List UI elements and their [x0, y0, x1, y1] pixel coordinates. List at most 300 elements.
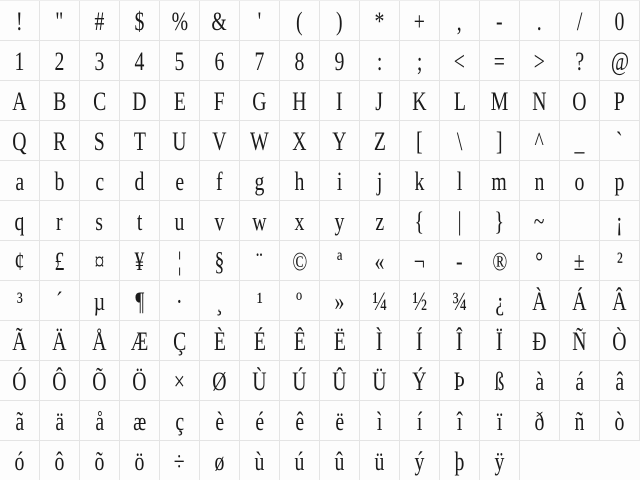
- glyph-cell[interactable]: [80, 281, 120, 321]
- glyph-cell[interactable]: [120, 241, 160, 281]
- glyph-cell[interactable]: [0, 161, 40, 201]
- glyph-cell[interactable]: [320, 81, 360, 121]
- glyph: 9: [334, 46, 345, 76]
- glyph-cell[interactable]: [160, 161, 200, 201]
- glyph-cell[interactable]: [520, 81, 560, 121]
- glyph-cell[interactable]: [240, 1, 280, 41]
- glyph: H: [292, 86, 307, 116]
- glyph-cell[interactable]: [200, 161, 240, 201]
- glyph-cell[interactable]: [360, 81, 400, 121]
- glyph-cell[interactable]: [120, 81, 160, 121]
- glyph: D: [132, 86, 147, 116]
- glyph-cell[interactable]: [200, 241, 240, 281]
- glyph-cell[interactable]: [0, 241, 40, 281]
- glyph-cell[interactable]: [40, 161, 80, 201]
- glyph: Ö: [132, 366, 147, 396]
- glyph-cell[interactable]: [160, 441, 200, 480]
- glyph-cell[interactable]: [600, 321, 640, 361]
- glyph: f: [216, 166, 223, 196]
- glyph-cell[interactable]: [560, 321, 600, 361]
- glyph: s: [95, 206, 104, 236]
- glyph-cell[interactable]: [40, 401, 80, 441]
- glyph-cell[interactable]: [80, 441, 120, 480]
- glyph-cell[interactable]: [80, 201, 120, 241]
- glyph-cell[interactable]: [560, 121, 600, 161]
- glyph-cell[interactable]: [360, 241, 400, 281]
- glyph-cell[interactable]: [280, 161, 320, 201]
- glyph: ¢: [14, 246, 25, 276]
- glyph: ¤: [94, 246, 105, 276]
- glyph: ²: [616, 246, 623, 276]
- glyph: A: [12, 86, 27, 116]
- glyph: d: [134, 166, 145, 196]
- glyph: Î: [456, 326, 463, 356]
- glyph-cell[interactable]: [360, 401, 400, 441]
- glyph: î: [456, 406, 463, 436]
- glyph: @: [610, 46, 629, 76]
- glyph-cell[interactable]: [480, 441, 520, 480]
- glyph: Ë: [333, 326, 346, 356]
- glyph-cell[interactable]: [600, 1, 640, 41]
- glyph-cell[interactable]: [480, 281, 520, 321]
- glyph: t: [136, 206, 143, 236]
- glyph-cell[interactable]: [40, 201, 80, 241]
- glyph: Å: [92, 326, 107, 356]
- glyph-cell[interactable]: [280, 41, 320, 81]
- glyph-cell[interactable]: [120, 41, 160, 81]
- glyph-cell[interactable]: [200, 401, 240, 441]
- glyph: ß: [494, 366, 505, 396]
- glyph: Á: [572, 286, 587, 316]
- glyph-cell[interactable]: [600, 121, 640, 161]
- glyph-cell[interactable]: [480, 81, 520, 121]
- glyph: ã: [15, 406, 24, 436]
- glyph: 0: [614, 6, 625, 36]
- glyph-cell[interactable]: [120, 1, 160, 41]
- glyph: °: [535, 246, 544, 276]
- glyph: ¨: [256, 246, 263, 276]
- glyph-cell[interactable]: [0, 441, 40, 480]
- glyph: á: [575, 366, 584, 396]
- glyph-cell[interactable]: [200, 361, 240, 401]
- glyph: Ú: [292, 366, 307, 396]
- glyph-cell[interactable]: [400, 401, 440, 441]
- glyph-cell[interactable]: [120, 121, 160, 161]
- glyph: a: [15, 166, 24, 196]
- glyph-cell[interactable]: [440, 441, 480, 480]
- glyph: Ï: [496, 326, 503, 356]
- glyph-cell[interactable]: [120, 161, 160, 201]
- glyph: V: [212, 126, 227, 156]
- glyph-cell[interactable]: [400, 201, 440, 241]
- glyph: º: [296, 286, 303, 316]
- glyph-cell[interactable]: [280, 361, 320, 401]
- glyph: #: [94, 6, 105, 36]
- glyph: ³: [16, 286, 23, 316]
- glyph-cell[interactable]: [240, 361, 280, 401]
- glyph-cell[interactable]: [600, 401, 640, 441]
- glyph-cell[interactable]: [160, 361, 200, 401]
- glyph-cell[interactable]: [280, 81, 320, 121]
- glyph-cell[interactable]: [560, 401, 600, 441]
- glyph: 4: [134, 46, 145, 76]
- glyph: Ó: [12, 366, 27, 396]
- glyph-cell[interactable]: [80, 361, 120, 401]
- glyph-cell[interactable]: [240, 201, 280, 241]
- glyph-cell[interactable]: [240, 161, 280, 201]
- glyph-cell[interactable]: [400, 321, 440, 361]
- glyph-cell[interactable]: [440, 321, 480, 361]
- glyph-cell[interactable]: [440, 121, 480, 161]
- glyph-cell[interactable]: [240, 41, 280, 81]
- glyph-cell[interactable]: [0, 281, 40, 321]
- glyph-cell[interactable]: [240, 321, 280, 361]
- glyph: ¥: [134, 246, 145, 276]
- glyph-cell[interactable]: [320, 201, 360, 241]
- glyph-cell[interactable]: [80, 41, 120, 81]
- glyph: g: [254, 166, 265, 196]
- glyph: 3: [94, 46, 105, 76]
- glyph-cell[interactable]: [360, 1, 400, 41]
- glyph: Y: [332, 126, 347, 156]
- glyph: û: [334, 446, 345, 476]
- glyph: ¿: [495, 286, 504, 316]
- glyph: Ô: [52, 366, 67, 396]
- glyph: I: [336, 86, 343, 116]
- glyph: ¾: [452, 286, 467, 316]
- glyph-cell[interactable]: [0, 321, 40, 361]
- glyph-cell[interactable]: [160, 81, 200, 121]
- glyph-cell[interactable]: [120, 321, 160, 361]
- glyph-cell[interactable]: [520, 241, 560, 281]
- glyph-cell[interactable]: [560, 41, 600, 81]
- glyph: ë: [335, 406, 344, 436]
- glyph-cell[interactable]: [520, 121, 560, 161]
- glyph: ê: [295, 406, 304, 436]
- glyph: Q: [12, 126, 27, 156]
- glyph-cell[interactable]: [600, 81, 640, 121]
- glyph: ù: [254, 446, 265, 476]
- glyph-cell[interactable]: [520, 321, 560, 361]
- glyph: ä: [55, 406, 64, 436]
- glyph: w: [252, 206, 267, 236]
- glyph-cell[interactable]: [0, 1, 40, 41]
- glyph-cell[interactable]: [520, 41, 560, 81]
- glyph: ·: [176, 286, 183, 316]
- glyph: q: [14, 206, 25, 236]
- glyph-cell[interactable]: [80, 321, 120, 361]
- glyph: æ: [132, 406, 147, 436]
- glyph: r: [56, 206, 63, 236]
- glyph-cell[interactable]: [360, 161, 400, 201]
- glyph-cell[interactable]: [320, 41, 360, 81]
- glyph: ;: [416, 46, 423, 76]
- glyph-cell[interactable]: [200, 41, 240, 81]
- glyph: Ù: [252, 366, 267, 396]
- glyph-cell-blank[interactable]: [560, 201, 600, 241]
- glyph-cell[interactable]: [480, 241, 520, 281]
- glyph: À: [532, 286, 547, 316]
- glyph-cell[interactable]: [480, 161, 520, 201]
- glyph-cell[interactable]: [600, 41, 640, 81]
- glyph-cell[interactable]: [280, 1, 320, 41]
- glyph: E: [173, 86, 186, 116]
- glyph-cell[interactable]: [360, 201, 400, 241]
- glyph-cell[interactable]: [320, 1, 360, 41]
- glyph-cell[interactable]: [200, 201, 240, 241]
- glyph-cell[interactable]: [40, 241, 80, 281]
- glyph-cell[interactable]: [80, 401, 120, 441]
- glyph-cell[interactable]: [280, 281, 320, 321]
- glyph-cell[interactable]: [160, 201, 200, 241]
- glyph: ï: [496, 406, 503, 436]
- glyph-cell[interactable]: [160, 121, 200, 161]
- glyph-cell[interactable]: [520, 401, 560, 441]
- glyph-cell[interactable]: [200, 121, 240, 161]
- glyph-cell[interactable]: [560, 241, 600, 281]
- glyph-cell[interactable]: [560, 81, 600, 121]
- glyph-cell[interactable]: [600, 161, 640, 201]
- glyph-cell[interactable]: [600, 281, 640, 321]
- glyph-cell[interactable]: [400, 361, 440, 401]
- glyph-cell[interactable]: [560, 1, 600, 41]
- glyph: ¶: [135, 286, 144, 316]
- glyph-cell[interactable]: [0, 361, 40, 401]
- glyph-cell[interactable]: [280, 241, 320, 281]
- glyph: ¹: [256, 286, 263, 316]
- glyph: +: [413, 6, 426, 36]
- glyph: x: [294, 206, 305, 236]
- glyph-cell[interactable]: [480, 121, 520, 161]
- glyph-cell[interactable]: [560, 361, 600, 401]
- glyph-cell[interactable]: [320, 441, 360, 480]
- glyph: [: [416, 126, 423, 156]
- glyph: ^: [534, 126, 545, 156]
- glyph-cell[interactable]: [400, 81, 440, 121]
- glyph-cell[interactable]: [320, 321, 360, 361]
- glyph-cell[interactable]: [40, 321, 80, 361]
- glyph: ª: [336, 246, 343, 276]
- glyph: §: [214, 246, 225, 276]
- glyph-cell[interactable]: [0, 81, 40, 121]
- glyph-cell[interactable]: [280, 441, 320, 480]
- glyph-cell[interactable]: [480, 41, 520, 81]
- glyph-cell[interactable]: [280, 201, 320, 241]
- glyph: Õ: [92, 366, 107, 396]
- glyph: ]: [496, 126, 503, 156]
- glyph-cell[interactable]: [0, 201, 40, 241]
- glyph: ý: [414, 446, 425, 476]
- glyph-cell[interactable]: [400, 41, 440, 81]
- glyph-cell[interactable]: [240, 121, 280, 161]
- glyph-cell[interactable]: [40, 121, 80, 161]
- glyph-cell[interactable]: [40, 361, 80, 401]
- glyph: ¦: [177, 246, 182, 276]
- glyph-cell[interactable]: [440, 161, 480, 201]
- glyph-cell[interactable]: [400, 1, 440, 41]
- glyph-cell[interactable]: [600, 201, 640, 241]
- glyph: S: [94, 126, 105, 156]
- glyph: =: [493, 46, 506, 76]
- glyph-cell[interactable]: [360, 441, 400, 480]
- glyph-cell[interactable]: [480, 1, 520, 41]
- glyph-cell[interactable]: [400, 121, 440, 161]
- glyph-cell[interactable]: [440, 201, 480, 241]
- glyph: j: [376, 166, 383, 196]
- glyph-cell[interactable]: [520, 1, 560, 41]
- glyph-cell[interactable]: [440, 281, 480, 321]
- glyph: è: [215, 406, 224, 436]
- glyph: â: [615, 366, 624, 396]
- glyph-cell[interactable]: [80, 1, 120, 41]
- glyph-cell[interactable]: [120, 441, 160, 480]
- glyph-cell[interactable]: [520, 361, 560, 401]
- glyph-cell[interactable]: [0, 401, 40, 441]
- glyph: l: [456, 166, 463, 196]
- glyph-cell[interactable]: [320, 281, 360, 321]
- glyph-cell[interactable]: [200, 281, 240, 321]
- glyph-cell[interactable]: [560, 161, 600, 201]
- glyph: Â: [612, 286, 627, 316]
- glyph: ¸: [216, 286, 223, 316]
- glyph-cell[interactable]: [40, 41, 80, 81]
- glyph: ø: [214, 446, 225, 476]
- glyph: 7: [254, 46, 265, 76]
- glyph: _: [574, 126, 585, 156]
- glyph: Æ: [130, 326, 149, 356]
- glyph-cell[interactable]: [80, 161, 120, 201]
- glyph: 1: [14, 46, 25, 76]
- glyph-cell[interactable]: [200, 321, 240, 361]
- glyph-cell[interactable]: [440, 1, 480, 41]
- glyph-cell[interactable]: [0, 41, 40, 81]
- glyph: L: [453, 86, 466, 116]
- glyph-cell[interactable]: [240, 281, 280, 321]
- glyph-cell[interactable]: [280, 401, 320, 441]
- glyph-cell[interactable]: [240, 81, 280, 121]
- glyph-cell[interactable]: [360, 321, 400, 361]
- glyph-cell[interactable]: [480, 201, 520, 241]
- glyph: Ø: [212, 366, 227, 396]
- glyph-cell[interactable]: [360, 121, 400, 161]
- glyph: Þ: [454, 366, 465, 396]
- glyph-cell[interactable]: [400, 281, 440, 321]
- glyph: B: [52, 86, 67, 116]
- glyph-cell[interactable]: [280, 121, 320, 161]
- glyph: »: [334, 286, 345, 316]
- glyph: ú: [294, 446, 305, 476]
- glyph-cell[interactable]: [320, 401, 360, 441]
- glyph: È: [213, 326, 226, 356]
- glyph-cell[interactable]: [520, 281, 560, 321]
- glyph-cell[interactable]: [400, 161, 440, 201]
- glyph: W: [250, 126, 269, 156]
- glyph: Ý: [412, 366, 427, 396]
- glyph-cell[interactable]: [160, 241, 200, 281]
- glyph: .: [537, 6, 542, 36]
- glyph-cell[interactable]: [320, 161, 360, 201]
- glyph-cell[interactable]: [120, 201, 160, 241]
- glyph: þ: [454, 446, 465, 476]
- glyph: <: [453, 46, 466, 76]
- glyph-cell[interactable]: [120, 401, 160, 441]
- glyph-cell[interactable]: [600, 361, 640, 401]
- glyph: ®: [491, 246, 508, 276]
- glyph-cell[interactable]: [40, 281, 80, 321]
- glyph-cell[interactable]: [240, 241, 280, 281]
- glyph-cell[interactable]: [320, 241, 360, 281]
- glyph-cell[interactable]: [280, 321, 320, 361]
- glyph: Ì: [376, 326, 383, 356]
- glyph: ¬: [413, 246, 426, 276]
- glyph-cell[interactable]: [40, 1, 80, 41]
- glyph-cell[interactable]: [160, 1, 200, 41]
- glyph-cell[interactable]: [160, 41, 200, 81]
- glyph-cell[interactable]: [400, 241, 440, 281]
- glyph: Ä: [52, 326, 67, 356]
- glyph-cell[interactable]: [480, 321, 520, 361]
- glyph: É: [253, 326, 266, 356]
- glyph-cell[interactable]: [440, 401, 480, 441]
- glyph: Í: [416, 326, 423, 356]
- glyph: T: [133, 126, 146, 156]
- glyph-cell[interactable]: [440, 241, 480, 281]
- glyph-cell[interactable]: [240, 441, 280, 480]
- glyph: ,: [457, 6, 462, 36]
- glyph: 5: [174, 46, 185, 76]
- glyph-cell[interactable]: [440, 361, 480, 401]
- glyph-cell[interactable]: [440, 81, 480, 121]
- glyph-cell[interactable]: [400, 441, 440, 480]
- glyph-cell[interactable]: [200, 1, 240, 41]
- glyph-cell[interactable]: [480, 361, 520, 401]
- glyph: ´: [56, 286, 63, 316]
- glyph-cell[interactable]: [320, 361, 360, 401]
- glyph-cell[interactable]: [360, 361, 400, 401]
- glyph-cell[interactable]: [600, 241, 640, 281]
- glyph: ¡: [616, 206, 623, 236]
- glyph: h: [294, 166, 305, 196]
- glyph-cell[interactable]: [360, 281, 400, 321]
- glyph-cell[interactable]: [40, 441, 80, 480]
- glyph-cell[interactable]: [360, 41, 400, 81]
- glyph: Ò: [612, 326, 627, 356]
- glyph-cell[interactable]: [440, 41, 480, 81]
- glyph-cell[interactable]: [80, 121, 120, 161]
- glyph-cell[interactable]: [520, 201, 560, 241]
- glyph: J: [375, 86, 384, 116]
- glyph: K: [412, 86, 427, 116]
- glyph: !: [16, 6, 23, 36]
- glyph-cell[interactable]: [200, 441, 240, 480]
- glyph: í: [416, 406, 423, 436]
- glyph-cell[interactable]: [0, 121, 40, 161]
- glyph-cell[interactable]: [80, 241, 120, 281]
- glyph-cell[interactable]: [520, 161, 560, 201]
- glyph-cell[interactable]: [120, 281, 160, 321]
- glyph-cell[interactable]: [80, 81, 120, 121]
- glyph-cell[interactable]: [240, 401, 280, 441]
- glyph-cell[interactable]: [160, 401, 200, 441]
- glyph-cell[interactable]: [160, 321, 200, 361]
- glyph-cell[interactable]: [40, 81, 80, 121]
- glyph-cell[interactable]: [160, 281, 200, 321]
- glyph-cell[interactable]: [560, 281, 600, 321]
- glyph-cell[interactable]: [120, 361, 160, 401]
- glyph-cell[interactable]: [480, 401, 520, 441]
- glyph-cell[interactable]: [320, 121, 360, 161]
- glyph-cell[interactable]: [200, 81, 240, 121]
